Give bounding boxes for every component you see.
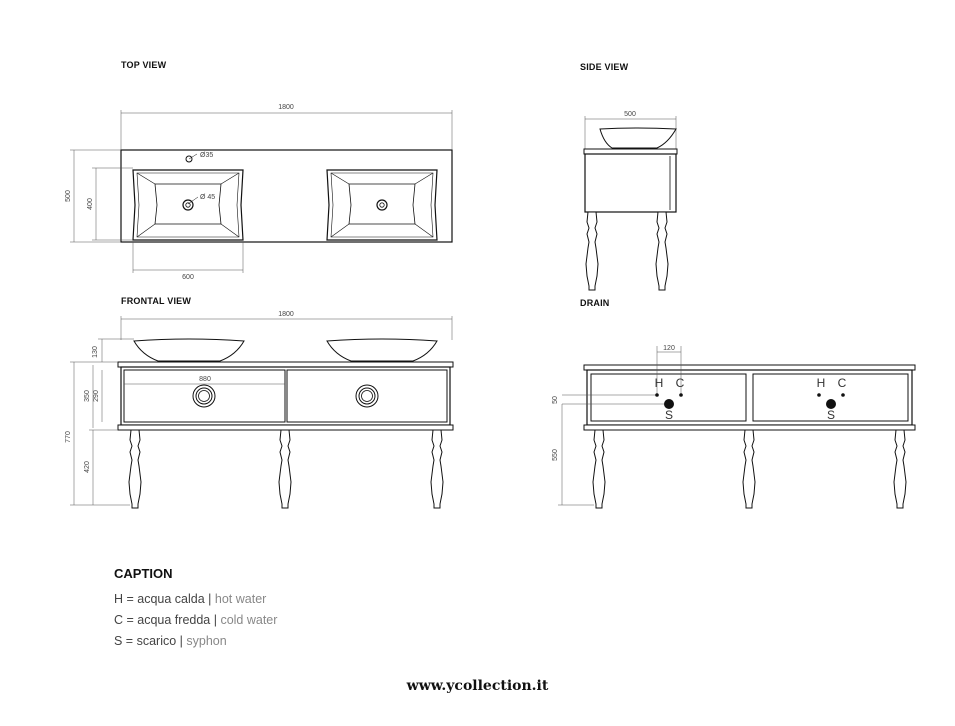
label-drain-hole: Ø 45 bbox=[200, 194, 216, 201]
dim-drain-offset: 50 bbox=[552, 396, 559, 404]
dim-basin-height: 130 bbox=[92, 346, 99, 358]
drain-label-s-right: S bbox=[826, 408, 836, 422]
cold-water-point-left bbox=[679, 393, 683, 397]
caption-line-syphon: S = scarico | syphon bbox=[114, 634, 227, 648]
caption-line-cold: C = acqua fredda | cold water bbox=[114, 613, 278, 627]
drain-label-h-left: H bbox=[654, 376, 664, 390]
dim-leg-height: 420 bbox=[84, 461, 91, 473]
dim-basin-depth: 400 bbox=[87, 198, 94, 210]
drain-view-drawing bbox=[552, 345, 915, 508]
dim-top-depth: 500 bbox=[65, 190, 72, 202]
caption-line-hot: H = acqua calda | hot water bbox=[114, 592, 267, 606]
side-view-drawing bbox=[584, 111, 677, 290]
hot-water-point-right bbox=[817, 393, 821, 397]
drain-label-c-right: C bbox=[837, 376, 847, 390]
hot-water-point-left bbox=[655, 393, 659, 397]
dim-drain-height: 550 bbox=[552, 449, 559, 461]
dim-basin-width: 600 bbox=[182, 274, 194, 281]
side-view-title: SIDE VIEW bbox=[580, 62, 629, 72]
top-view-drawing bbox=[65, 104, 452, 281]
drain-label-h-right: H bbox=[816, 376, 826, 390]
drain-view-title: DRAIN bbox=[580, 298, 610, 308]
cold-water-point-right bbox=[841, 393, 845, 397]
label-tap-hole: Ø35 bbox=[200, 152, 214, 159]
dim-side-width: 500 bbox=[624, 111, 636, 118]
dim-total-height: 770 bbox=[65, 431, 72, 443]
frontal-view-title: FRONTAL VIEW bbox=[121, 296, 192, 306]
top-view-basin-left bbox=[133, 170, 243, 240]
dim-drawer-width: 880 bbox=[199, 376, 211, 383]
drain-label-s-left: S bbox=[664, 408, 674, 422]
top-view-title: TOP VIEW bbox=[121, 60, 167, 70]
dim-drawer-height: 290 bbox=[93, 390, 100, 402]
dim-cabinet-height: 350 bbox=[84, 390, 91, 402]
dim-top-width: 1800 bbox=[278, 104, 294, 111]
caption-title: CAPTION bbox=[114, 566, 173, 581]
dim-front-width: 1800 bbox=[278, 311, 294, 318]
top-view-basin-right bbox=[327, 170, 437, 240]
website-link[interactable]: www.ycollection.it bbox=[406, 678, 549, 694]
frontal-view-drawing bbox=[65, 311, 453, 508]
dim-drain-spacing: 120 bbox=[663, 345, 675, 352]
drain-label-c-left: C bbox=[675, 376, 685, 390]
